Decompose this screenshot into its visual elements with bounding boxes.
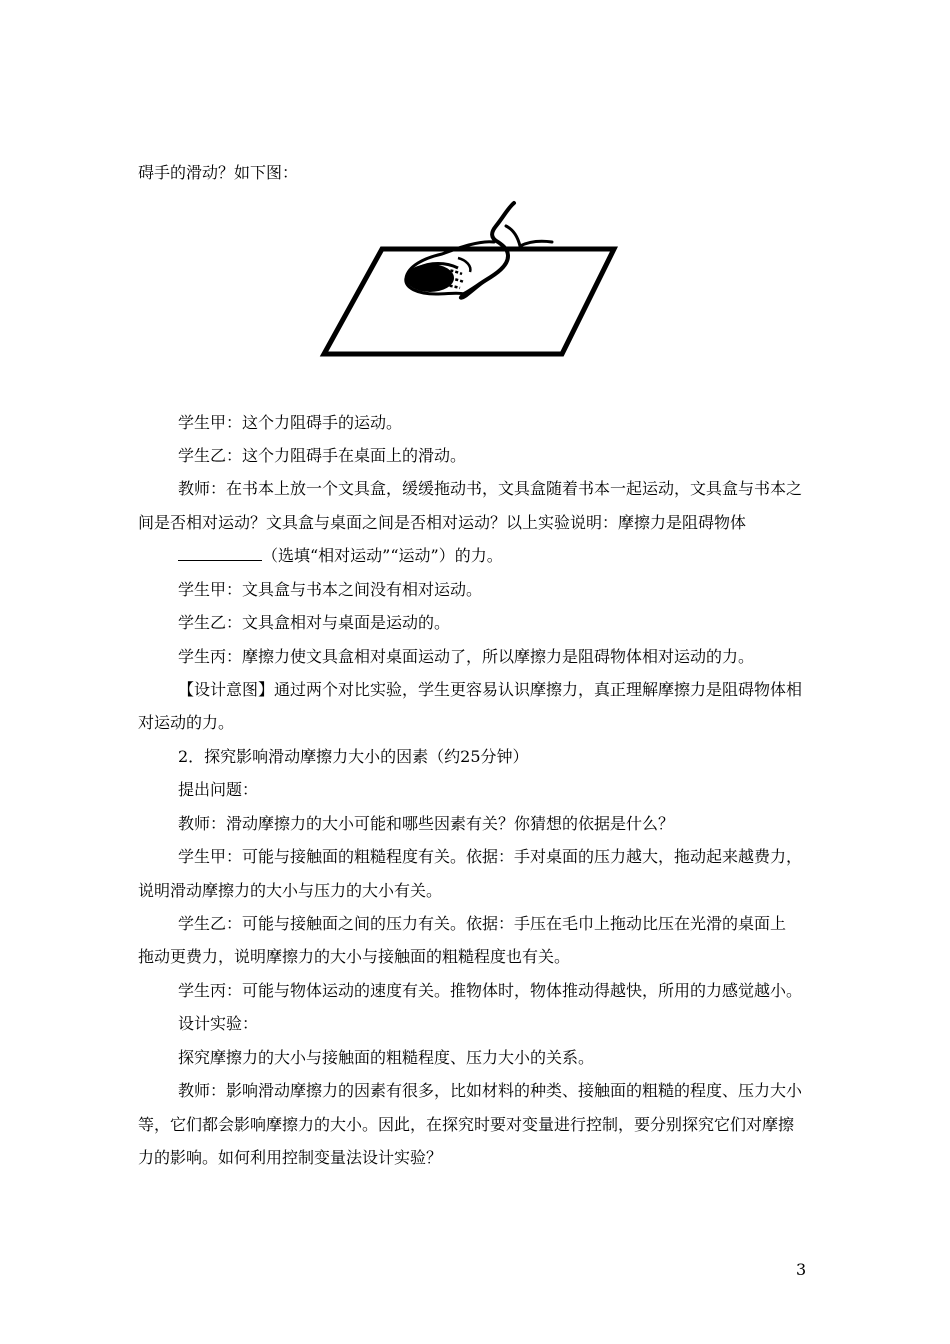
text-line: 学生甲：文具盒与书本之间没有相对运动。	[178, 580, 483, 599]
page-number: 3	[796, 1260, 807, 1279]
thumb	[458, 258, 470, 272]
text-line: 提出问题：	[178, 780, 259, 799]
text-line: 拖动更费力，说明摩擦力的大小与接触面的粗糙程度也有关。	[138, 947, 571, 966]
text-line: 说明滑动摩擦力的大小与压力的大小有关。	[138, 881, 443, 900]
text-line: 学生乙：这个力阻碍手在桌面上的滑动。	[178, 446, 467, 465]
text-line: 教师：在书本上放一个文具盒，缓缓拖动书，文具盒随着书本一起运动，文具盒与书本之	[178, 479, 803, 498]
text-line: 教师：滑动摩擦力的大小可能和哪些因素有关？你猜想的依据是什么？	[178, 814, 675, 833]
fill-in-blank	[178, 546, 262, 561]
section-heading: 2．探究影响滑动摩擦力大小的因素（约25分钟）	[178, 747, 529, 766]
hand-on-table-figure	[318, 196, 618, 362]
text-line: 教师：影响滑动摩擦力的因素有很多，比如材料的种类、接触面的粗糙的程度、压力大小	[178, 1081, 803, 1100]
text-line: 学生丙：摩擦力使文具盒相对桌面运动了，所以摩擦力是阻碍物体相对运动的力。	[178, 647, 755, 666]
text-line: 学生甲：这个力阻碍手的运动。	[178, 413, 403, 432]
text-line: 力的影响。如何利用控制变量法设计实验？	[138, 1148, 443, 1167]
text-line: 探究摩擦力的大小与接触面的粗糙程度、压力大小的关系。	[178, 1048, 595, 1067]
text-line: 设计实验：	[178, 1014, 259, 1033]
text-line: 等，它们都会影响摩擦力的大小。因此，在探究时要对变量进行控制，要分别探究它们对摩擦	[138, 1115, 795, 1134]
text-line: 学生乙：文具盒相对与桌面是运动的。	[178, 613, 451, 632]
text-line-with-blank	[178, 546, 503, 566]
text-line: 学生甲：可能与接触面的粗糙程度有关。依据：手对桌面的压力越大，拖动起来越费力，	[178, 847, 803, 866]
text-line: （选填“相对运动”“运动”）的力。	[262, 546, 503, 565]
text-line: 碍手的滑动？如下图：	[138, 163, 299, 182]
text-line: 间是否相对运动？文具盒与桌面之间是否相对运动？以上实验说明：摩擦力是阻碍物体	[138, 513, 747, 532]
text-line: 【设计意图】通过两个对比实验，学生更容易认识摩擦力，真正理解摩擦力是阻碍物体相	[178, 680, 803, 699]
sleeve-edge	[506, 226, 552, 246]
text-line: 学生乙：可能与接触面之间的压力有关。依据：手压在毛巾上拖动比压在光滑的桌面上	[178, 914, 787, 933]
text-line: 学生丙：可能与物体运动的速度有关。推物体时，物体推动得越快，所用的力感觉越小。	[178, 981, 803, 1000]
text-line: 对运动的力。	[138, 713, 235, 732]
